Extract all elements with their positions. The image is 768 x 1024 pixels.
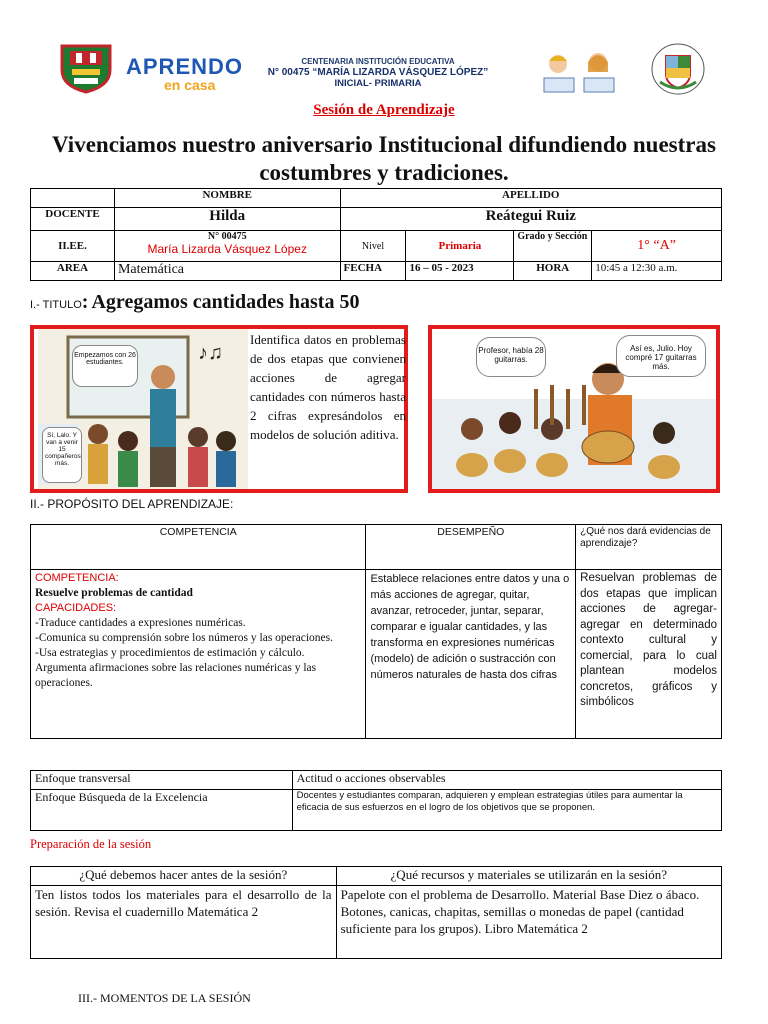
hora-value: 10:45 a 12:30 a.m. [592, 262, 722, 281]
school-line1: CENTENARIA INSTITUCIÓN EDUCATIVA [301, 57, 455, 66]
preparacion-col2: ¿Qué recursos y materiales se utilizarán en la sesión? [336, 867, 721, 886]
enfoque-col1: Enfoque transversal [31, 771, 293, 790]
preparacion-col1: ¿Qué debemos hacer antes de la sesión? [31, 867, 337, 886]
area-label: AREA [31, 262, 115, 281]
aprendo-en-casa-logo: APRENDO en casa [126, 54, 244, 93]
speech-bubble: Profesor, había 28 guitarras. [476, 337, 546, 377]
school-header [248, 56, 508, 89]
col-apellido: APELLIDO [340, 189, 721, 208]
speech-bubble: Así es, Julio. Hoy compré 17 guitarras más. [616, 335, 706, 377]
school-line3: INICIAL- PRIMARIA [334, 78, 422, 89]
area-value: Matemática [114, 262, 340, 281]
enfoque-col2: Actitud o acciones observables [292, 771, 721, 790]
evidencia-text: Resuelvan problemas de dos etapas que implican acciones de agregar-agregar en determinado contexto cultural y comercial, para lo cual plantean modelos concretos, gráficos y simbólicos [576, 570, 722, 739]
svg-text:♪♫: ♪♫ [198, 342, 223, 364]
speech-bubble: Empezamos con 26 estudiantes. [72, 345, 138, 387]
iiee-num: N° 00475 [207, 231, 247, 242]
titulo-value: Agregamos cantidades hasta 50 [91, 291, 360, 313]
docente-apellido: Reátegui Ruiz [340, 208, 721, 231]
nivel-label: Nivel [340, 231, 406, 262]
enfoque-table [30, 770, 722, 831]
preparacion-value2: Papelote con el problema de Desarrollo. Material Base Diez o ábaco. Botones, canicas, chapitas, semillas o monedas de papel (cantidad suficiente para los grupos). Libro Matemática 2 [336, 886, 721, 959]
hora-label: HORA [514, 262, 592, 281]
titulo-line: I.- TITULO: Agregamos cantidades hasta 50 [30, 291, 360, 313]
school-logo [56, 42, 116, 94]
capacidad-item: -Usa estrategias y procedimientos de estimación y cálculo. [35, 647, 305, 659]
preparacion-table [30, 866, 722, 959]
preparacion-value1: Ten listos todos los materiales para el desarrollo de la sesión. Revisa el cuadernillo Matemática 2 [31, 886, 337, 959]
proposito-table [30, 524, 722, 739]
fecha-label: FECHA [340, 262, 406, 281]
session-label: Sesión de Aprendizaje [313, 102, 455, 118]
peru-coat-of-arms [650, 42, 706, 96]
fecha-value: 16 – 05 - 2023 [406, 262, 514, 281]
page-title: Vivenciamos nuestro aniversario Institucional difundiendo nuestras costumbres y tradiciones. [52, 132, 716, 185]
docente-label: DOCENTE [31, 208, 115, 231]
col-competencia: COMPETENCIA [31, 525, 366, 570]
col-evidencias: ¿Qué nos dará evidencias de aprendizaje? [576, 525, 722, 570]
momentos-label: III.- MOMENTOS DE LA SESIÓN [78, 991, 251, 1005]
iiee-cell [114, 231, 340, 262]
proposito-label: II.- PROPÓSITO DEL APRENDIZAJE: [30, 497, 234, 511]
col-nombre: NOMBRE [114, 189, 340, 208]
students-clipart [538, 48, 620, 96]
identifica-text: Identifica datos en problemas de dos etapas que convienen acciones de agregar cantidades con números hasta 2 cifras expresándolos en modelos de solución aditiva. [250, 332, 406, 442]
school-line2: N° 00475 “MARÍA LIZARDA VÁSQUEZ LÓPEZ” [267, 67, 489, 78]
competencia-label: COMPETENCIA: [35, 572, 119, 584]
grado-value: 1° “A” [592, 231, 722, 262]
info-table [30, 188, 722, 281]
titulo-label: I.- TITULO [30, 299, 82, 311]
docente-nombre: Hilda [114, 208, 340, 231]
competencia-cell [31, 570, 366, 739]
speech-bubble: Sí, Lalo. Y van a venir 15 compañeros más. [42, 427, 82, 483]
guitar-illustration-frame [428, 325, 720, 493]
col-desempeno: DESEMPEÑO [366, 525, 576, 570]
nivel-value: Primaria [406, 231, 514, 262]
competencia-value: Resuelve problemas de cantidad [35, 587, 193, 599]
desempeno-text: Establece relaciones entre datos y una o más acciones de agregar, quitar, avanzar, retroceder, juntar, separar, comparar e igualar cantidades, y las transforma en expresiones numéricas (modelo) de adición o sustracción con números naturales de hasta dos cifras [366, 570, 576, 739]
capacidad-item: -Comunica su comprensión sobre los números y las operaciones. [35, 632, 333, 644]
iiee-name: María Lizarda Vásquez López [147, 242, 307, 256]
enfoque-value1: Enfoque Búsqueda de la Excelencia [31, 790, 293, 831]
preparacion-label: Preparación de la sesión [30, 837, 152, 851]
capacidad-item: Argumenta afirmaciones sobre las relaciones numéricas y las operaciones. [35, 662, 317, 689]
grado-label: Grado y Sección [514, 231, 592, 262]
iiee-label: II.EE. [31, 231, 115, 262]
enfoque-value2: Docentes y estudiantes comparan, adquieren y emplean estrategias útiles para aumentar la eficacia de sus esfuerzos en el logro de los objetivos que se proponen. [292, 790, 721, 831]
capacidades-label: CAPACIDADES: [35, 602, 117, 614]
capacidad-item: -Traduce cantidades a expresiones numéricas. [35, 617, 246, 629]
